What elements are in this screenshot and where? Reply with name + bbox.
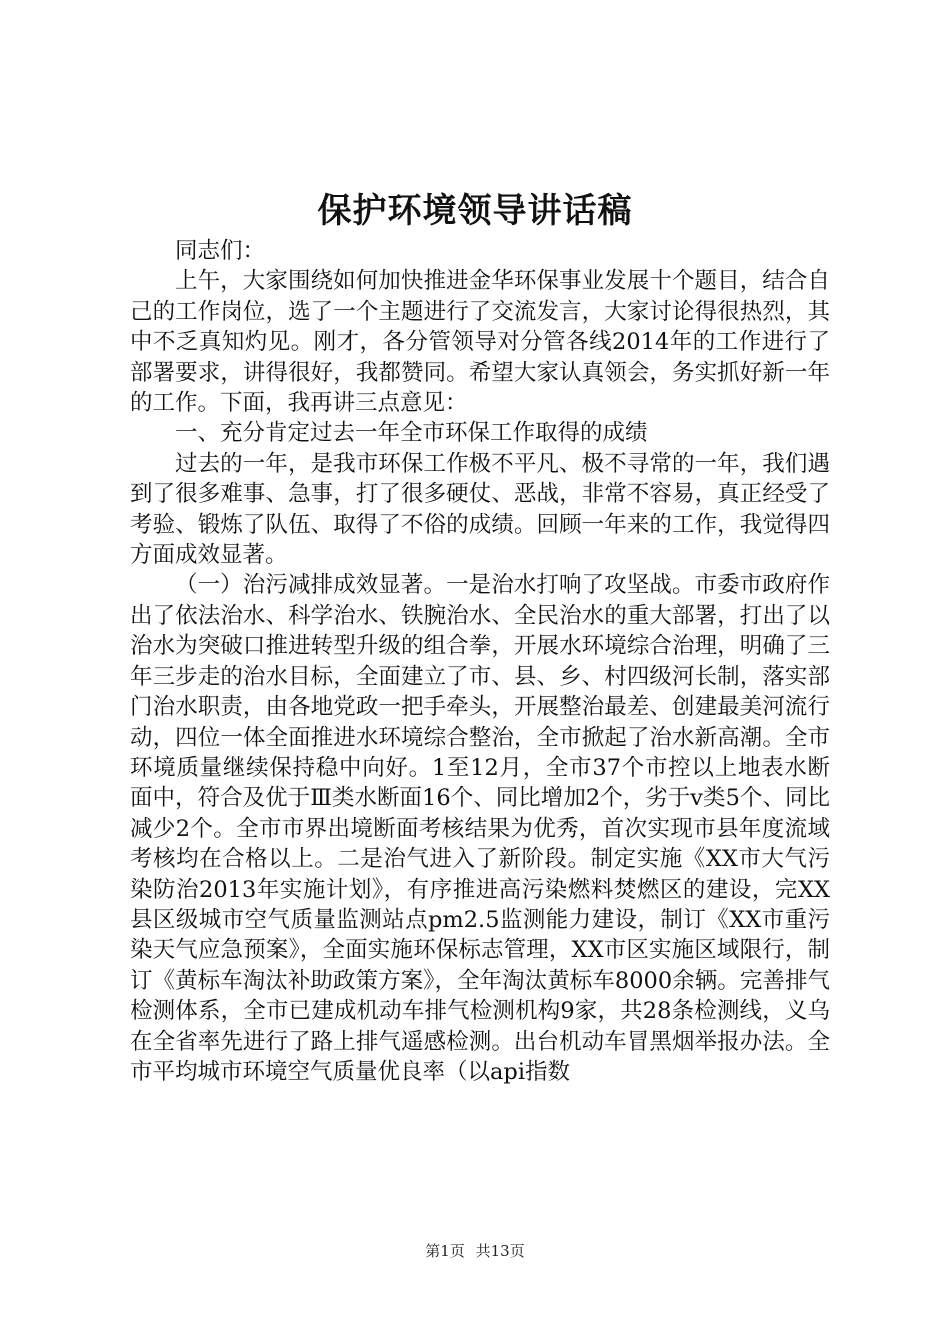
section-heading-1: 一、充分肯定过去一年全市环保工作取得的成绩 xyxy=(175,420,648,447)
page-number: 第1页 xyxy=(425,1242,465,1260)
paragraph-intro: 上午，大家围绕如何加快推进金华环保事业发展十个题目，结合自己的工作岗位，选了一个主题进行了交流发言，大家讨论得很热烈，其中不乏真知灼见。刚才，各分管领导对分管各线2014年的工作进行了部署要求，讲得很好，我都赞同。希望大家认真领会，务实抓好新一年的工作。下面，我再讲三点意见： xyxy=(130,268,830,417)
page-footer xyxy=(0,1240,950,1261)
document-body xyxy=(130,236,830,1087)
page-total: 共13页 xyxy=(475,1242,525,1260)
paragraph-review: 过去的一年，是我市环保工作极不平凡、极不寻常的一年，我们遇到了很多难事、急事，打了很多硬仗、恶战，非常不容易，真正经受了考验、锻炼了队伍、取得了不俗的成绩。回顾一年来的工作，我觉得四方面成效显著。 xyxy=(130,450,830,569)
page-title: 保护环境领导讲话稿 xyxy=(317,191,633,231)
salutation: 同志们： xyxy=(175,238,266,264)
paragraph-pollution: （一）治污减排成效显著。一是治水打响了攻坚战。市委市政府作出了依法治水、科学治水、铁腕治水、全民治水的重大部署，打出了以治水为突破口推进转型升级的组合拳，开展水环境综合治理，明确了三年三步走的治水目标，全面建立了市、县、乡、村四级河长制，落实部门治水职责，由各地党政一把手牵头，开展整治最差、创建最美河流行动，四位一体全面推进水环境综合整治，全市掀起了治水新高潮。全市环境质量继续保持稳中向好。1至12月，全市37个市控以上地表水断面中，符合及优于Ⅲ类水断面16个、同比增加2个，劣于v类5个、同比减少2个。全市市界出境断面考核结果为优秀，首次实现市县年度流域考核均在合格以上。二是治气进入了新阶段。制定实施《XX市大气污染防治2013年实施计划》，有序推进高污染燃料焚燃区的建设，完XX县区级城市空气质量监测站点pm2.5监测能力建设，制订《XX市重污染天气应急预案》，全面实施环保标志管理，XX市区实施区域限行，制订《黄标车淘汰补助政策方案》，全年淘汰黄标车8000余辆。完善排气检测体系，全市已建成机动车排气检测机构9家，共28条检测线，义乌在全省率先进行了路上排气遥感检测。出台机动车冒黑烟举报办法。全市平均城市环境空气质量优良率（以api指数 xyxy=(130,572,830,1085)
